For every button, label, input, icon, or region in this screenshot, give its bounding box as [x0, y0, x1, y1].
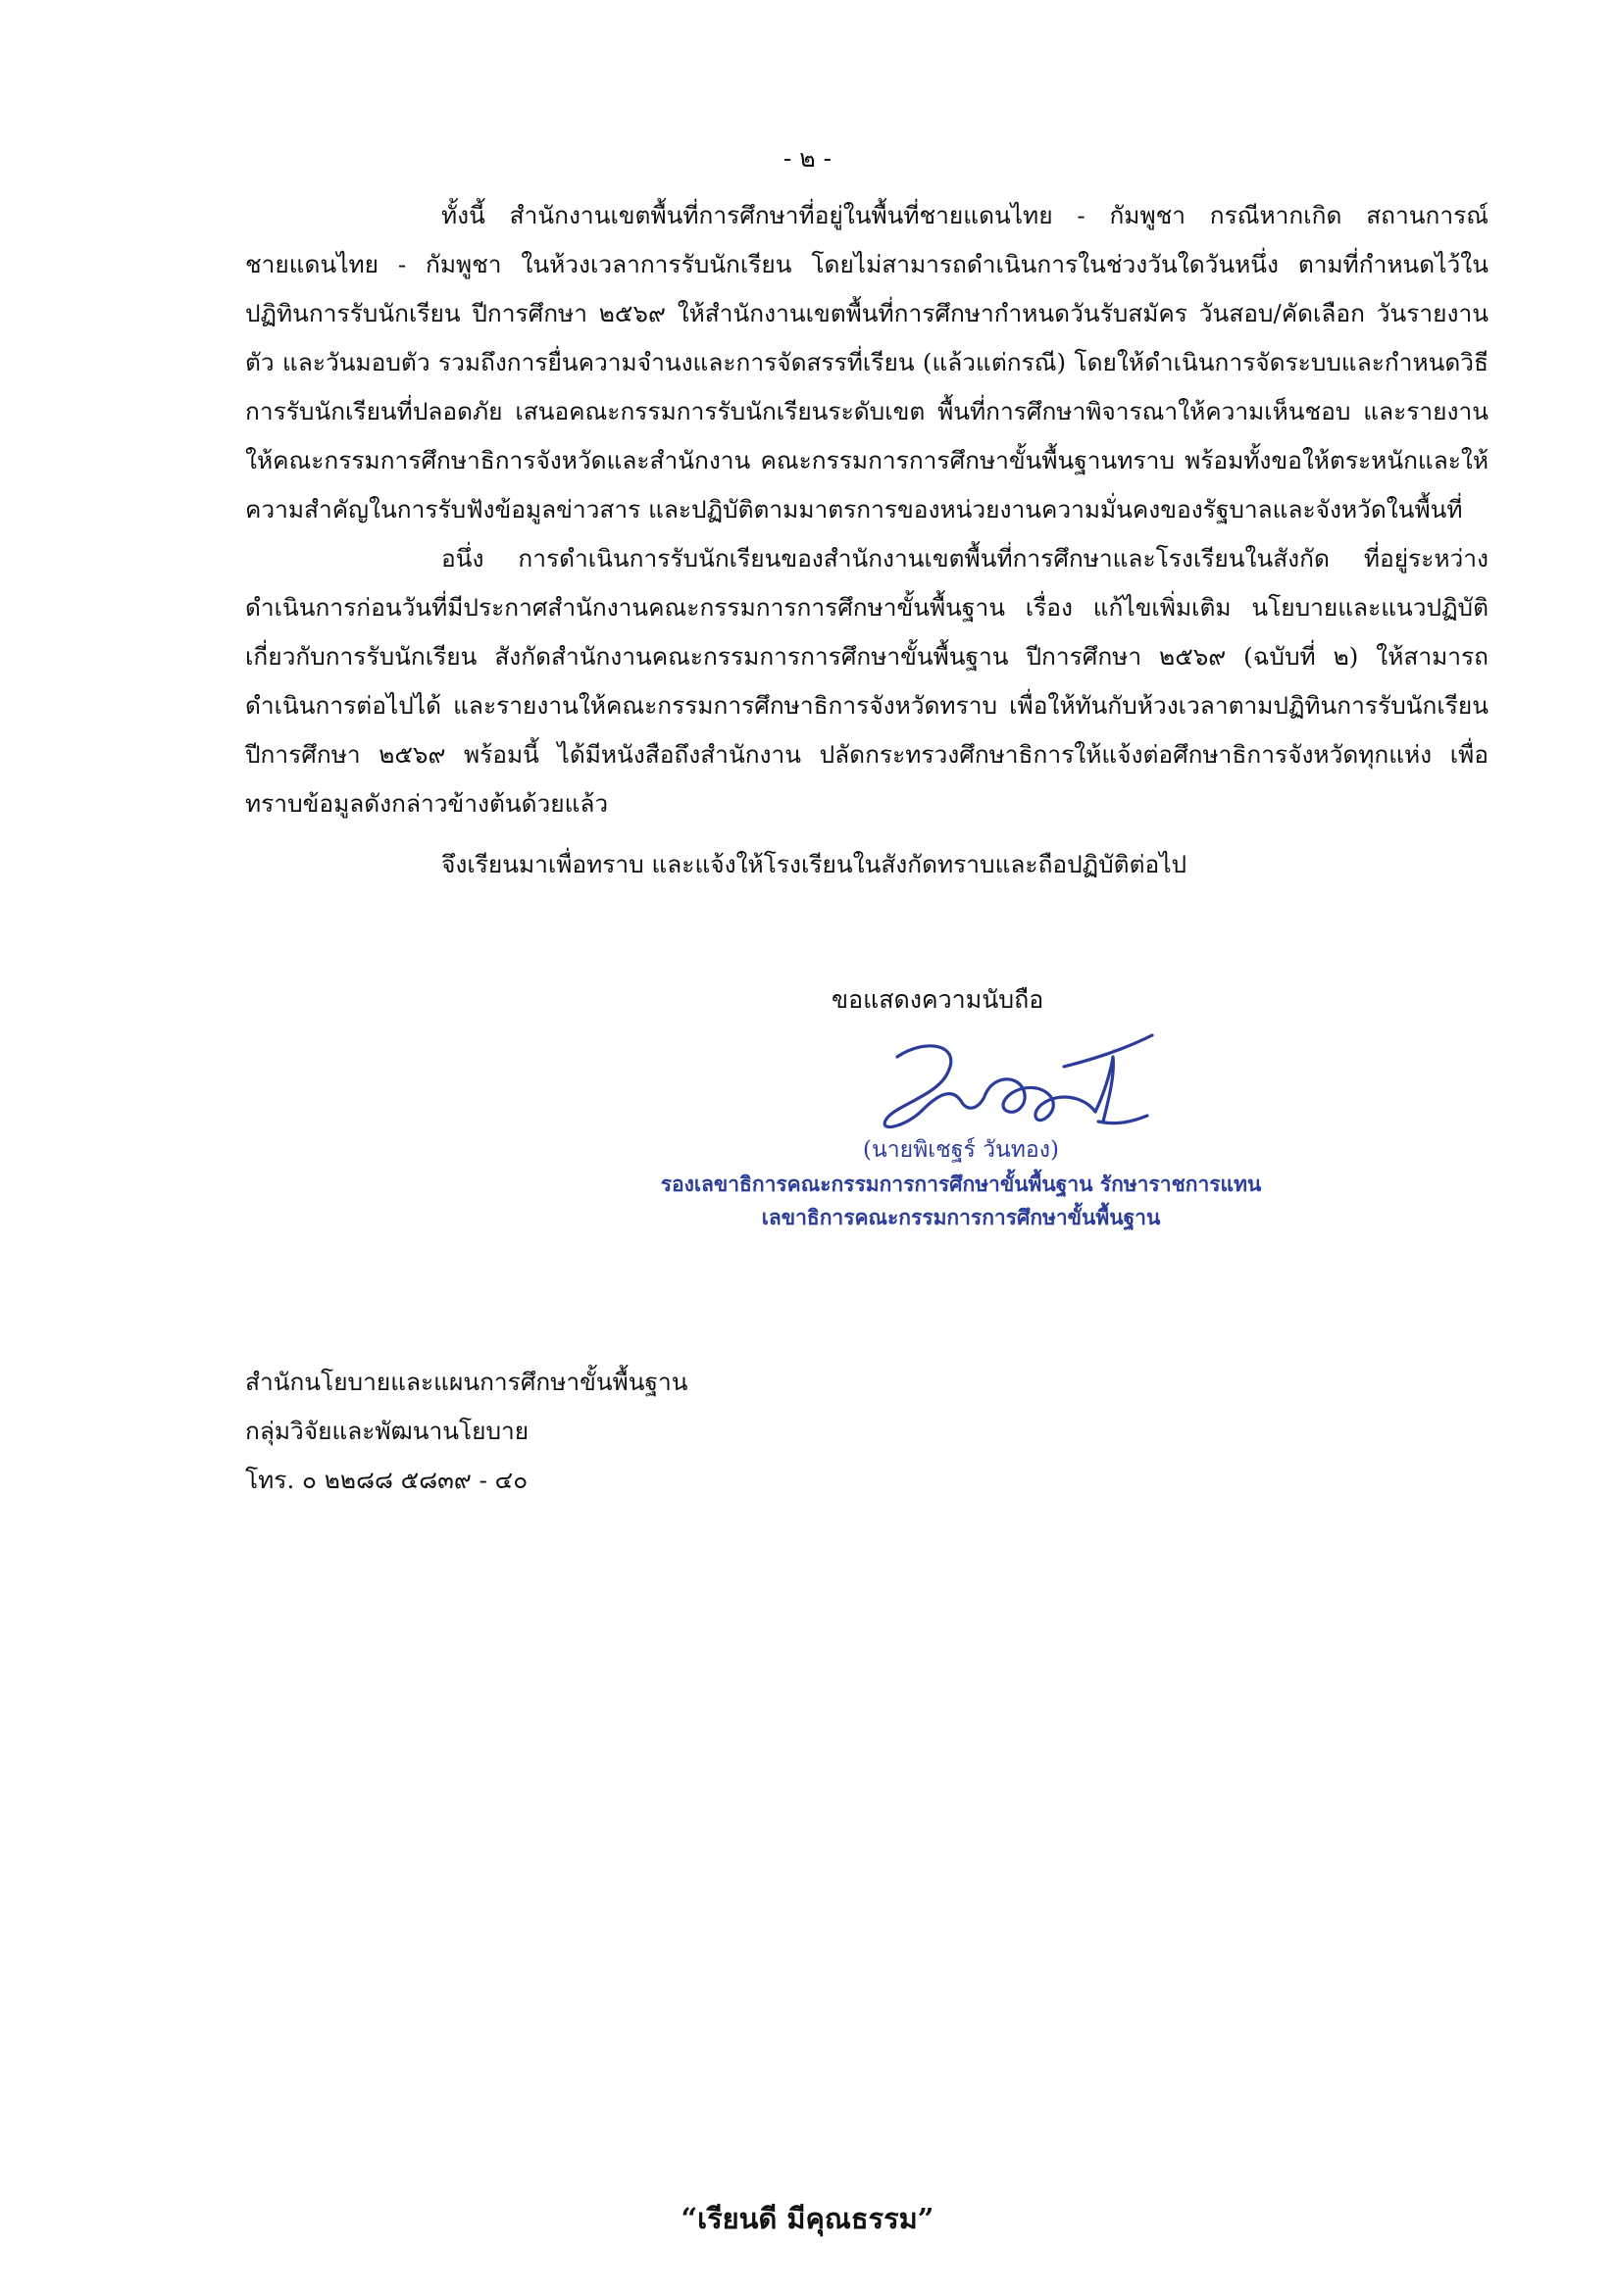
office-phone: โทร. ๐ ๒๒๘๘ ๕๘๓๙ - ๔๐ [245, 1466, 529, 1494]
paragraph-line: ที่อยู่ระหว่างดำเนินการก่อนวันที่มีประกาศสำนักงานคณะกรรมการการศึกษาขั้นพื้นฐาน เรื่อง แก้ไขเพิ่มเติม [245, 544, 1489, 622]
closing-sentence [245, 840, 1489, 889]
paragraph-line: วันสอบ/คัดเลือก วันรายงานตัว และวันมอบตัว รวมถึงการยื่นความจำนงและการจัดสรรที่เรียน (แล้วแต่กรณี) [245, 299, 1489, 376]
paragraph-line: พื้นที่การศึกษาพิจารณาให้ความเห็นชอบ และรายงานให้คณะกรรมการศึกษาธิการจังหวัดและสำนักงาน [245, 397, 1489, 474]
office-group: กลุ่มวิจัยและพัฒนานโยบาย [245, 1417, 530, 1445]
paragraph-border-situation [245, 191, 1489, 534]
paragraph-line: สถานการณ์ชายแดนไทย - กัมพูชา ในห้วงเวลาการรับนักเรียน โดยไม่สามารถดำเนินการในช่วงวันใดวันหนึ่ง [245, 201, 1489, 278]
paragraph-line: โดยให้ดำเนินการจัดระบบและกำหนดวิธีการรับนักเรียนที่ปลอดภัย เสนอคณะกรรมการรับนักเรียนระดับเขต [245, 348, 1489, 425]
signatory-block [588, 1132, 1334, 1234]
signatory-title-line2: เลขาธิการคณะกรรมการการศึกษาขั้นพื้นฐาน [761, 1205, 1161, 1229]
closing-sentence-text: จึงเรียนมาเพื่อทราบ และแจ้งให้โรงเรียนในสังกัดทราบและถือปฏิบัติต่อไป [441, 850, 1187, 878]
office-name: สำนักนโยบายและแผนการศึกษาขั้นพื้นฐาน [245, 1368, 688, 1396]
letter-body [245, 191, 1489, 889]
paragraph-line: คณะกรรมการการศึกษาขั้นพื้นฐานทราบ พร้อมทั้งขอให้ตระหนักและให้ความสำคัญในการรับฟังข้อมูลข่าวสาร [245, 446, 1489, 524]
paragraph-line: เพื่อให้ทันกับห้วงเวลาตามปฏิทินการรับนักเรียน ปีการศึกษา ๒๕๖๙ พร้อมนี้ ได้มีหนังสือถึงสำนักงาน [245, 691, 1489, 769]
signatory-title-line1: รองเลขาธิการคณะกรรมการการศึกษาขั้นพื้นฐาน รักษาราชการแทน [660, 1172, 1262, 1196]
signatory-name: (นายพิเชฐร์ วันทอง) [863, 1137, 1059, 1163]
paragraph-line: ตามที่กำหนดไว้ในปฏิทินการรับนักเรียน ปีการศึกษา ๒๕๖๙ ให้สำนักงานเขตพื้นที่การศึกษากำหนดวันรับสมัคร [245, 250, 1489, 327]
paragraph-line: ปลัดกระทรวงศึกษาธิการให้แจ้งต่อศึกษาธิการจังหวัดทุกแห่ง เพื่อทราบข้อมูลดังกล่าวข้างต้นด้วยแล้ว [245, 740, 1489, 818]
paragraph-line: นโยบายและแนวปฏิบัติเกี่ยวกับการรับนักเรียน สังกัดสำนักงานคณะกรรมการการศึกษาขั้นพื้นฐาน ปีการศึกษา [245, 593, 1489, 671]
paragraph-ongoing-admission [245, 534, 1489, 828]
page-number: - ๒ - [782, 144, 833, 173]
handwritten-signature [868, 1027, 1162, 1135]
issuing-office [245, 1358, 688, 1505]
paragraph-line: ๒๕๖๙ (ฉบับที่ ๒) ให้สามารถดำเนินการต่อไปได้ และรายงานให้คณะกรรมการศึกษาธิการจังหวัดทราบ [245, 642, 1489, 720]
respect-closing: ขอแสดงความนับถือ [832, 985, 1044, 1014]
footer-motto: “เรียนดี มีคุณธรรม” [681, 2202, 934, 2235]
paragraph-line: และปฏิบัติตามมาตรการของหน่วยงานความมั่นคงของรัฐบาลและจังหวัดในพื้นที่ [648, 495, 1463, 524]
paragraph-line: อนึ่ง การดำเนินการรับนักเรียนของสำนักงานเขตพื้นที่การศึกษาและโรงเรียนในสังกัด [441, 544, 1330, 573]
paragraph-line: ทั้งนี้ สำนักงานเขตพื้นที่การศึกษาที่อยู่ในพื้นที่ชายแดนไทย - กัมพูชา กรณีหากเกิด [441, 201, 1342, 229]
